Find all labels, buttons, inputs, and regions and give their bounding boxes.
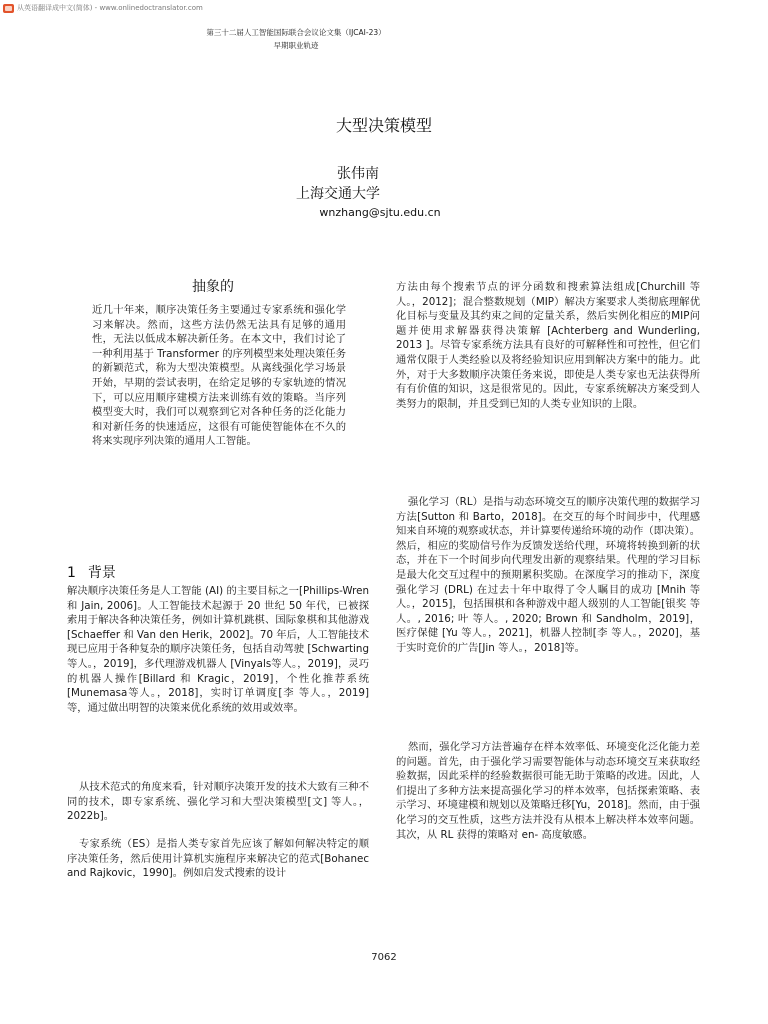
author-name: 张伟南 (337, 166, 379, 182)
body-paragraph: 然而，强化学习方法普遍存在样本效率低、环境变化泛化能力差的问题。首先，由于强化学习需要智能体与动态环境交互来获取经验数据，因此采样的经验数据很可能无助于策略的改进。因此，人们提出了多种方法来提高强化学习的样本效率，包括探索策略、表示学习、环境建模和规划以及策略迁移[Yu，2018]。然而，由于强化学习的交互性质，这些方法并没有从根本上解决样本效率问题。其次，从 RL 获得的策略对 en- 高度敏感。 (396, 741, 700, 841)
translator-banner-text[interactable]: 从英语翻译成中文(简体) - www.onlinedoctranslator.com (17, 4, 203, 12)
paper-title: 大型决策模型 (335, 116, 432, 135)
section-heading (67, 562, 116, 582)
translator-banner[interactable] (3, 2, 203, 14)
body-paragraph: 专家系统（ES）是指人类专家首先应该了解如何解决特定的顺序决策任务，然后使用计算机实施程序来解决它的范式[Bohanec and Rajkovic，1990]。例如启发式搜索的设计 (67, 838, 369, 880)
author-email[interactable]: wnzhang@sjtu.edu.cn (319, 206, 441, 219)
body-paragraph: 方法由每个搜索节点的评分函数和搜索算法组成[Churchill 等人。，2012]；混合整数规划（MIP）解决方案要求人类彻底理解优化目标与变量及其约束之间的定量关系，然后实例化相应的MIP问题并使用求解器获得决策解 [Achterberg and Wunderling, 2013 ]。尽管专家系统方法具有良好的可解释性和可控性，但它们通常仅限于人类经验以及将经验知识应用到解决方案中的能力。此外，对于大多数顺序决策任务来说，即使是人类专家也无法获得所有有价值的知识，这是很常见的。因此，专家系统解决方案受到人类努力的限制，并且受到已知的人类专业知识的上限。 (396, 281, 700, 410)
section-number: 1 (67, 565, 76, 581)
body-paragraph: 强化学习（RL）是指与动态环境交互的顺序决策代理的数据学习方法[Sutton 和 Barto，2018]。在交互的每个时间步中，代理感知来自环境的观察或状态，并计算要传递给环境的动作（即决策）。然后，相应的奖励信号作为反馈发送给代理，环境将转换到新的状态，并在下一个时间步向代理发出新的观察结果。代理的学习目标是最大化交互过程中的预期累积奖励。在深度学习的推动下，深度强化学习 (DRL) 在过去十年中取得了令人瞩目的成功 [Mnih 等人。，2015]，包括围棋和各种游戏中超人级别的人工智能[银奖 等人。, 2016; 叶 等人。, 2020; Brown 和 Sandholm，2019]，医疗保健 [Yu 等人。，2021]，机器人控制[李 等人。，2020]，基于实时竞价的广告[Jin 等人。，2018]等。 (396, 496, 700, 654)
abstract-body: 近几十年来，顺序决策任务主要通过专家系统和强化学习来解决。然而，这些方法仍然无法具有足够的通用性，无法以低成本解决新任务。在本文中，我们讨论了一种利用基于 Transformer 的序列模型来处理决策任务的新颖范式，称为大型决策模型。从离线强化学习场景开始，早期的尝试表明，在给定足够的专家轨迹的情况下，可以应用顺序建模方法来训练有效的策略。当序列模型变大时，我们可以观察到它对各种任务的泛化能力和对新任务的快速适应，这很有可能使智能体在不久的将来实现序列决策的通用人工智能。 (92, 304, 346, 448)
abstract-heading: 抽象的 (192, 279, 234, 295)
body-paragraph: 从技术范式的角度来看，针对顺序决策开发的技术大致有三种不同的技术，即专家系统、强化学习和大型决策模型[文] 等人。，2022b]。 (67, 781, 369, 823)
body-paragraph: 解决顺序决策任务是人工智能 (AI) 的主要目标之一[Phillips-Wren 和 Jain, 2006]。人工智能技术起源于 20 世纪 50 年代，已被探索用于解决各种决策任务，例如计算机跳棋、国际象棋和其他游戏 [Schaeffer 和 Van den Herik，2002]。70 年后，人工智能技术现已应用于各种复杂的顺序决策任务，包括自动驾驶 [Schwarting 等人。，2019]，多代理游戏机器人 [Vinyals等人。，2019]，灵巧的机器人操作[Billard 和 Kragic，2019]，个性化推荐系统[Munemasa等人。，2018]，实时订单调度[李 等人。，2019]等，通过做出明智的决策来优化系统的效用或效率。 (67, 585, 369, 714)
translator-logo-icon (3, 4, 14, 13)
running-head-proceedings: 第三十二届人工智能国际联合会议论文集（IJCAI-23） (206, 28, 386, 37)
page-number: 7062 (371, 952, 397, 963)
section-title: 背景 (87, 565, 116, 581)
author-affiliation: 上海交通大学 (296, 186, 380, 202)
running-head-track: 早期职业轨迹 (273, 41, 319, 50)
